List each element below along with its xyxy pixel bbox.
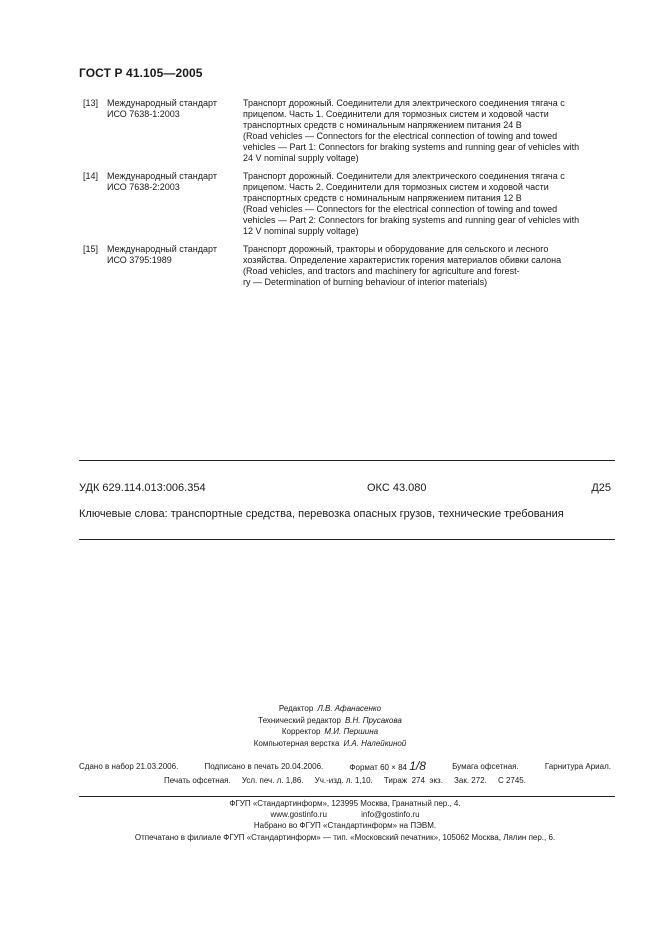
printer-info: [79, 798, 611, 843]
reference-item: [83, 171, 609, 237]
credit-name: И.А. Налейкиной: [343, 738, 407, 748]
description-line: ry — Determination of burning behaviour of interior materials): [243, 277, 488, 287]
description-line: транспортных средств с номинальным напряжением питания 24 В: [243, 120, 522, 130]
website-link[interactable]: www.gostinfo.ru: [270, 810, 327, 820]
credit-role: Компьютерная верстка: [253, 738, 340, 748]
printing-note: Отпечатано в филиале ФГУП «Стандартинформ» — тип. «Московский печатник», 105062 Москва, Лялин пер., 6.: [134, 832, 556, 842]
reference-number: [15]: [83, 244, 99, 254]
reference-description: [243, 98, 609, 164]
reference-item: [83, 244, 609, 288]
reference-standard: [107, 98, 243, 164]
keywords: Ключевые слова: транспортные средства, перевозка опасных грузов, технические требования: [79, 508, 564, 520]
editorial-credits: [180, 703, 480, 749]
paper-format: [349, 760, 425, 774]
reference-standard-type: Международный стандарт: [107, 244, 217, 254]
publication-info-row: [79, 760, 611, 774]
description-line: 24 V nominal supply voltage): [243, 153, 359, 163]
credit-role: Редактор: [278, 704, 314, 713]
reference-standard: [107, 171, 243, 237]
credit-role: Технический редактор: [258, 715, 341, 725]
document-code: ГОСТ Р 41.105—2005: [79, 66, 203, 80]
reference-standard-type: Международный стандарт: [107, 98, 217, 108]
credit-role: Корректор: [281, 727, 321, 736]
credit-line: [180, 715, 480, 727]
format-label: Формат 60 × 84: [349, 763, 407, 772]
description-line: хозяйства. Определение характеристик горения материалов обивки салона: [243, 255, 562, 265]
description-line: vehicles — Part 2: Connectors for braking systems and running gear of vehicles with: [243, 215, 580, 225]
description-line: прицепом. Часть 2. Соединители для тормозных систем и ходовой части: [243, 182, 549, 192]
reference-standard-type: Международный стандарт: [107, 171, 217, 181]
typeset-date: Сдано в набор 21.03.2006.: [79, 762, 179, 771]
typesetting-note: Набрано во ФГУП «Стандартинформ» на ПЭВМ.: [253, 821, 437, 831]
reference-description: [243, 171, 609, 237]
typeface: Гарнитура Ариал.: [544, 762, 611, 771]
reference-number: [14]: [83, 171, 99, 181]
paper-type: Бумага офсетная.: [452, 762, 519, 771]
description-line: vehicles — Part 1: Connectors for braking systems and running gear of vehicles with: [243, 142, 580, 152]
description-line: (Road vehicles — Connectors for the electrical connection of towing and towed: [243, 204, 558, 214]
publication-info: [79, 760, 611, 787]
reference-standard-code: ИСО 7638-2:2003: [107, 182, 180, 192]
credit-line: [180, 703, 480, 715]
description-line: Транспорт дорожный. Соединители для электрического соединения тягача с: [243, 171, 565, 181]
description-line: прицепом. Часть 1. Соединители для тормозных систем и ходовой части: [243, 109, 549, 119]
description-line: транспортных средств с номинальным напряжением питания 12 В: [243, 193, 522, 203]
reference-standard-code: ИСО 7638-1:2003: [107, 109, 180, 119]
divider-line: [79, 460, 615, 461]
description-line: Транспорт дорожный. Соединители для электрического соединения тягача с: [243, 98, 565, 108]
credit-name: В.Н. Прусакова: [344, 715, 402, 725]
description-line: 12 V nominal supply voltage): [243, 226, 359, 236]
credit-line: [180, 726, 480, 738]
credit-name: М.И. Першина: [324, 727, 379, 736]
oks-code: ОКС 43.080: [367, 482, 427, 494]
reference-item: [83, 98, 609, 164]
reference-standard-code: ИСО 3795:1989: [107, 255, 172, 265]
reference-number: [13]: [83, 98, 99, 108]
publication-info-row: Печать офсетная. Усл. печ. л. 1,86. Уч.-изд. л. 1,10. Тираж 274 экз. Зак. 272. С 2745.: [164, 776, 526, 785]
credit-name: Л.В. Афанасенко: [317, 704, 382, 713]
reference-standard: [107, 244, 243, 288]
publisher-address: ФГУП «Стандартинформ», 123995 Москва, Гранатный пер., 4.: [229, 799, 461, 808]
reference-description: [243, 244, 609, 288]
divider-line: [79, 796, 615, 797]
group-code: Д25: [591, 482, 611, 494]
email-link[interactable]: info@gostinfo.ru: [361, 810, 420, 820]
description-line: (Road vehicles — Connectors for the electrical connection of towing and towed: [243, 131, 558, 141]
references-list: [83, 98, 609, 295]
udk-code: УДК 629.114.013:006.354: [79, 482, 206, 494]
divider-line: [79, 539, 615, 540]
description-line: (Road vehicles, and tractors and machinery for agriculture and forest-: [243, 266, 520, 276]
format-fraction: 1/8: [409, 759, 426, 773]
credit-line: [180, 738, 480, 750]
description-line: Транспорт дорожный, тракторы и оборудование для сельского и лесного: [243, 244, 549, 254]
signed-date: Подписано в печать 20.04.2006.: [204, 762, 324, 771]
publisher-contacts: [79, 809, 611, 820]
